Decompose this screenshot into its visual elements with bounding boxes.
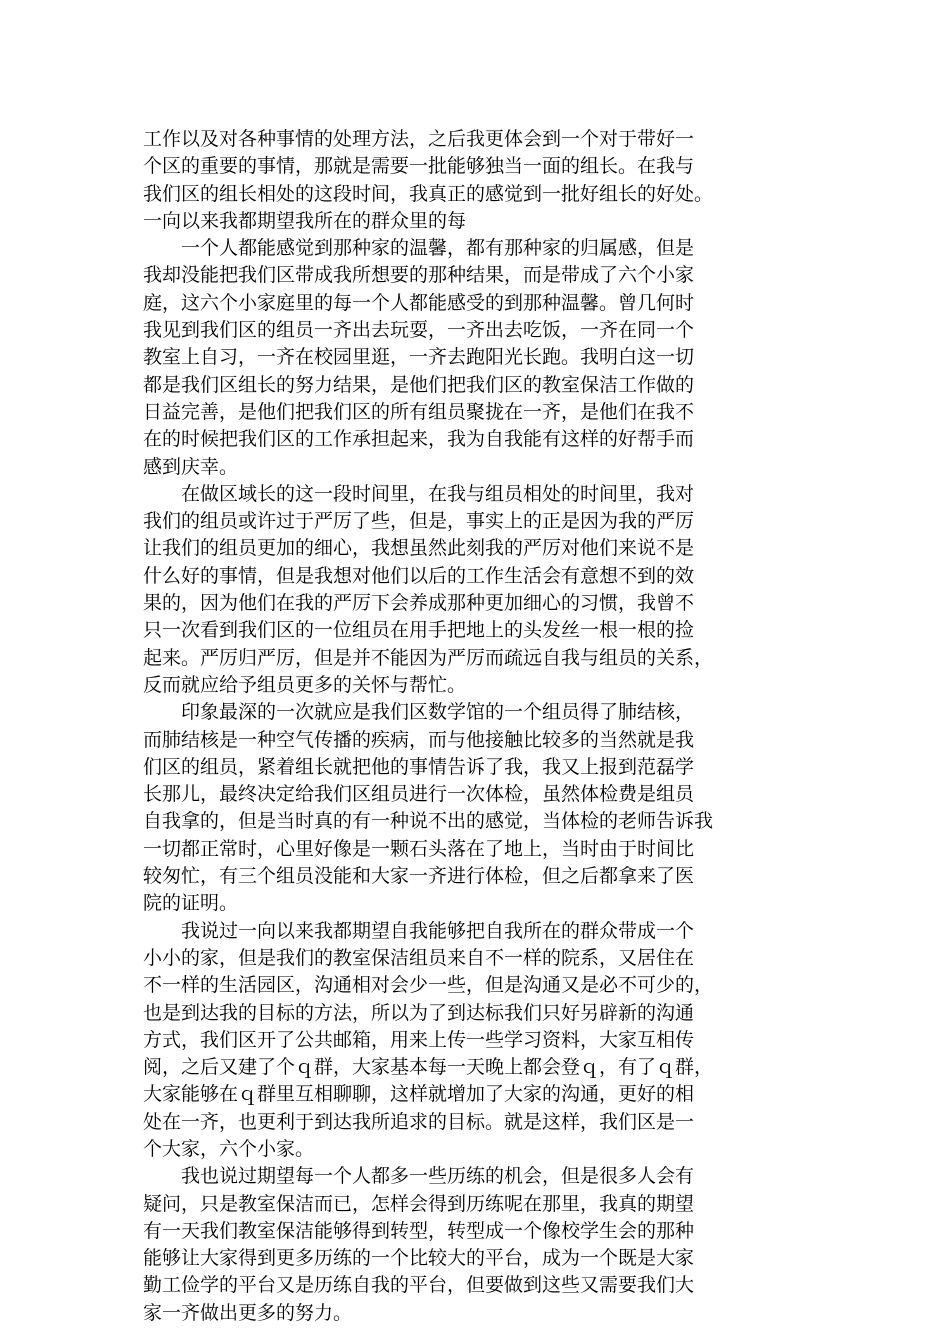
text-line: 能够让大家得到更多历练的一个比较大的平台，成为一个既是大家 xyxy=(143,1247,695,1270)
text-line: 工作以及对各种事情的处理方法，之后我更体会到一个对于带好一 xyxy=(143,128,695,150)
text-line: 处在一齐，也更利于到达我所追求的目标。就是这样，我们区是一 xyxy=(143,1110,695,1133)
text-line: 只一次看到我们区的一位组员在用手把地上的头发丝一根一根的捡 xyxy=(143,619,695,642)
text-line: 我们区的组长相处的这段时间，我真正的感觉到一批好组长的好处。 xyxy=(143,182,714,205)
text-line: 在做区域长的这一段时间里，在我与组员相处的时间里，我对 xyxy=(181,482,695,505)
text-line: 院的证明。 xyxy=(143,892,239,915)
text-line: 不一样的生活园区，沟通相对会少一些，但是沟通又是必不可少的， xyxy=(143,974,714,997)
text-line: 们区的组员，紧着组长就把他的事情告诉了我，我又上报到范磊学 xyxy=(143,755,695,778)
text-line: 果的，因为他们在我的严厉下会养成那种更加细心的习惯，我曾不 xyxy=(143,592,695,615)
text-line: 都是我们区组长的努力结果，是他们把我们区的教室保洁工作做的 xyxy=(143,373,695,396)
text-line: 长那儿，最终决定给我们区组员进行一次体检，虽然体检费是组员 xyxy=(143,783,695,806)
text-line: 一切都正常时，心里好像是一颗石头落在了地上，当时由于时间比 xyxy=(143,837,695,860)
text-line: 印象最深的一次就应是我们区数学馆的一个组员得了肺结核， xyxy=(181,701,695,724)
text-line: 一向以来我都期望我所在的群众里的每 xyxy=(143,209,467,232)
paragraph xyxy=(143,481,819,699)
text-line: 感到庆幸。 xyxy=(143,455,239,478)
text-line: 疑问，只是教室保洁而已，怎样会得到历练呢在那里，我真的期望 xyxy=(143,1192,695,1215)
document-body xyxy=(143,126,819,1327)
text-line: 勤工俭学的平台又是历练自我的平台，但要做到这些又需要我们大 xyxy=(143,1274,695,1297)
text-line: 有一天我们教室保洁能够得到转型，转型成一个像校学生会的那种 xyxy=(143,1219,695,1242)
paragraph xyxy=(143,699,819,917)
text-line: 也是到达我的目标的方法，所以为了到达标我们只好另辟新的沟通 xyxy=(143,1001,695,1024)
text-line: 方式，我们区开了公共邮箱，用来上传一些学习资料，大家互相传 xyxy=(143,1028,695,1051)
text-line: 庭，这六个小家庭里的每一个人都能感受的到那种温馨。曾几何时 xyxy=(143,291,695,314)
text-line: 起来。严厉归严厉，但是并不能因为严厉而疏远自我与组员的关系， xyxy=(143,646,714,669)
paragraph xyxy=(143,126,819,235)
text-line: 一个人都能感觉到那种家的温馨，都有那种家的归属感，但是 xyxy=(181,237,695,260)
text-line: 而肺结核是一种空气传播的疾病，而与他接触比较多的当然就是我 xyxy=(143,728,695,751)
text-line: 教室上自习，一齐在校园里逛，一齐去跑阳光长跑。我明白这一切 xyxy=(143,346,695,369)
text-line: 较匆忙，有三个组员没能和大家一齐进行体检，但之后都拿来了医 xyxy=(143,865,695,888)
text-line: 小小的家，但是我们的教室保洁组员来自不一样的院系，又居住在 xyxy=(143,946,695,969)
paragraph xyxy=(143,1163,819,1327)
text-line: 我见到我们区的组员一齐出去玩耍，一齐出去吃饭，一齐在同一个 xyxy=(143,319,695,342)
text-line: 反而就应给予组员更多的关怀与帮忙。 xyxy=(143,673,467,696)
text-line: 在的时候把我们区的工作承担起来，我为自我能有这样的好帮手而 xyxy=(143,428,695,451)
text-line: 我却没能把我们区带成我所想要的那种结果，而是带成了六个小家 xyxy=(143,264,695,287)
paragraph xyxy=(143,918,819,1164)
text-line: 自我拿的，但是当时真的有一种说不出的感觉，当体检的老师告诉我 xyxy=(143,810,714,833)
text-line: 个区的重要的事情，那就是需要一批能够独当一面的组长。在我与 xyxy=(143,155,695,178)
text-line: 大家能够在ｑ群里互相聊聊，这样就增加了大家的沟通，更好的相 xyxy=(143,1083,695,1106)
text-line: 让我们的组员更加的细心，我想虽然此刻我的严厉对他们来说不是 xyxy=(143,537,695,560)
text-line: 什么好的事情，但是我想对他们以后的工作生活会有意想不到的效 xyxy=(143,564,695,587)
text-line: 阅，之后又建了个ｑ群，大家基本每一天晚上都会登ｑ，有了ｑ群， xyxy=(143,1056,714,1079)
text-line: 日益完善，是他们把我们区的所有组员聚拢在一齐，是他们在我不 xyxy=(143,400,695,423)
text-line: 我也说过期望每一个人都多一些历练的机会，但是很多人会有 xyxy=(181,1165,695,1188)
text-line: 我说过一向以来我都期望自我能够把自我所在的群众带成一个 xyxy=(181,919,695,942)
text-line: 个大家，六个小家。 xyxy=(143,1137,315,1160)
paragraph xyxy=(143,235,819,481)
text-line: 家一齐做出更多的努力。 xyxy=(143,1301,353,1324)
text-line: 我们的组员或许过于严厉了些，但是，事实上的正是因为我的严厉 xyxy=(143,510,695,533)
